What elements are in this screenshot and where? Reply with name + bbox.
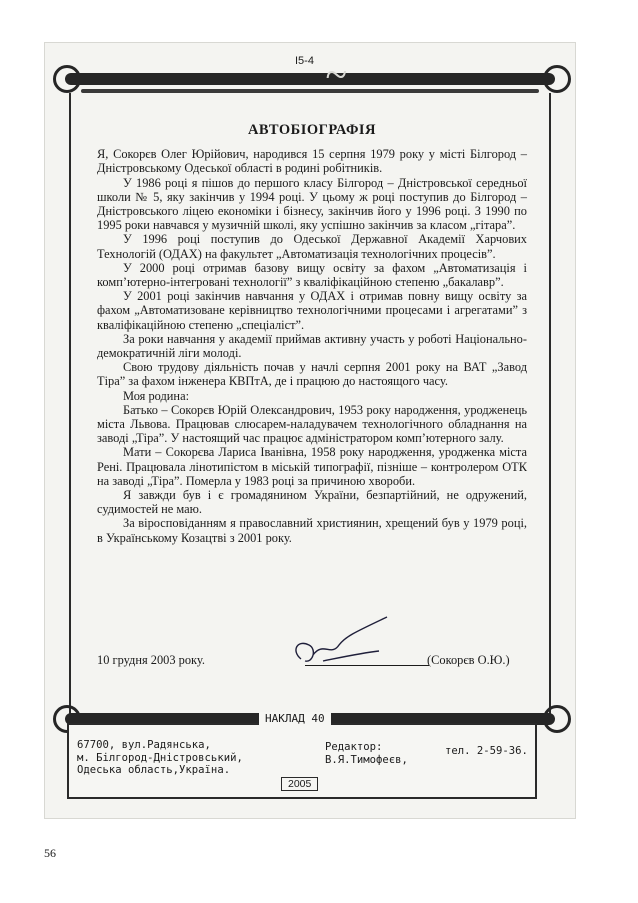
- bleed-through-text: ~: [325, 52, 349, 97]
- frame-curl-top-left: [53, 65, 81, 93]
- frame-right-rule: [549, 93, 551, 719]
- document-date: 10 грудня 2003 року.: [97, 653, 205, 667]
- paragraph-citizenship: Я завжди був і є громадянином України, безпартійний, не одружений, судимостей не маю.: [97, 488, 527, 517]
- scanned-page: [44, 42, 576, 819]
- editor-name: В.Я.Тимофеєв,: [325, 753, 408, 766]
- frame-left-rule: [69, 93, 71, 719]
- publisher-address: [77, 739, 243, 777]
- paragraph-religion: За віросповіданням я православний християнин, хрещений був у 1979 році, в Українському Козацтві з 2001 року.: [97, 516, 527, 545]
- signature-line: [305, 665, 429, 666]
- publication-year: 2005: [281, 777, 318, 791]
- paragraph-father: Батько – Сокорєв Юрій Олександрович, 1953 року народження, уродженець міста Львова. Працював слюсарем-наладувачем технологічного обладнання на заводі „Тіра”. У настоящий час працює адміністратором комп’ютерного залу.: [97, 402, 527, 446]
- paragraph-league: За роки навчання у академії приймав активну участь у роботі Національно-демократичній ліги молоді.: [97, 331, 527, 361]
- print-run: НАКЛАД 40: [259, 712, 331, 725]
- page-number: 56: [44, 846, 56, 860]
- handwritten-signature: [283, 611, 393, 673]
- address-line: Одеська область,Україна.: [77, 764, 231, 776]
- document-title: АВТОБІОГРАФІЯ: [247, 122, 377, 138]
- phone-number: тел. 2-59-36.: [445, 745, 528, 757]
- paragraph-specialist: У 2001 році закінчив навчання у ОДАХ і отримав повну вищу освіту за фахом „Автоматизоване керівництво технологічними процесами і агрегатами” з кваліфікаційною степеню „спеціаліст”.: [97, 289, 527, 332]
- frame-top-band-inner: [81, 89, 539, 93]
- document-body: [97, 123, 527, 545]
- frame-curl-top-right: [543, 65, 571, 93]
- paragraph-bachelor: У 2000 році отримав базову вищу освіту за фахом „Автоматизація і комп’ютерно-інтегровані технології” з кваліфікаційною степеню „бакалавр”.: [97, 260, 527, 290]
- paragraph-family-heading: Моя родина:: [123, 388, 190, 403]
- paragraph-school: У 1986 році я пішов до першого класу Білгород – Дністровської середньої школи № 5, яку закінчив у 1994 році. У цьому ж році поступив до Білгород – Дністровського ліцею економіки і бізнесу, закінчив його у 1996 році. З 1990 по 1995 роки навчався у музичній школі, яку успішно закінчив за класом „гітара”.: [97, 175, 527, 233]
- paragraph-career: Свою трудову діяльність почав у начлі серпня 2001 року на ВАТ „Завод Тіра” за фахом інженера КВПтА, де і працюю до настоящого часу.: [97, 360, 527, 389]
- paragraph-academy: У 1996 році поступив до Одеської Державної Академії Харчових Технологій (ОДАХ) на факультет „Автоматизація технологічних процесів”.: [97, 232, 527, 261]
- imprint-box: [67, 712, 537, 799]
- paragraph-birth: Я, Сокорєв Олег Юрійович, народився 15 серпня 1979 року у місті Білгород – Дністровському Одеської області в родині робітників.: [97, 147, 527, 176]
- address-line: м. Білгород-Дністровський,: [77, 751, 243, 764]
- editor-block: [325, 741, 408, 766]
- editor-label: Редактор:: [325, 741, 383, 753]
- paragraph-mother: Мати – Сокорєва Лариса Іванівна, 1958 року народження, уродженка міста Рені. Працювала лінотипістом в міській типографії, пізніше – контролером ОТК на заводі „Тіра”. Померла у 1983 році за причиною хвороби.: [97, 445, 527, 488]
- frame-curl-bottom-right: [543, 705, 571, 733]
- handwritten-note: I5-4: [291, 55, 318, 67]
- address-line: 67700, вул.Радянська,: [77, 739, 211, 751]
- frame-top-band: [65, 73, 555, 85]
- signature-name: (Сокорєв О.Ю.): [427, 653, 510, 667]
